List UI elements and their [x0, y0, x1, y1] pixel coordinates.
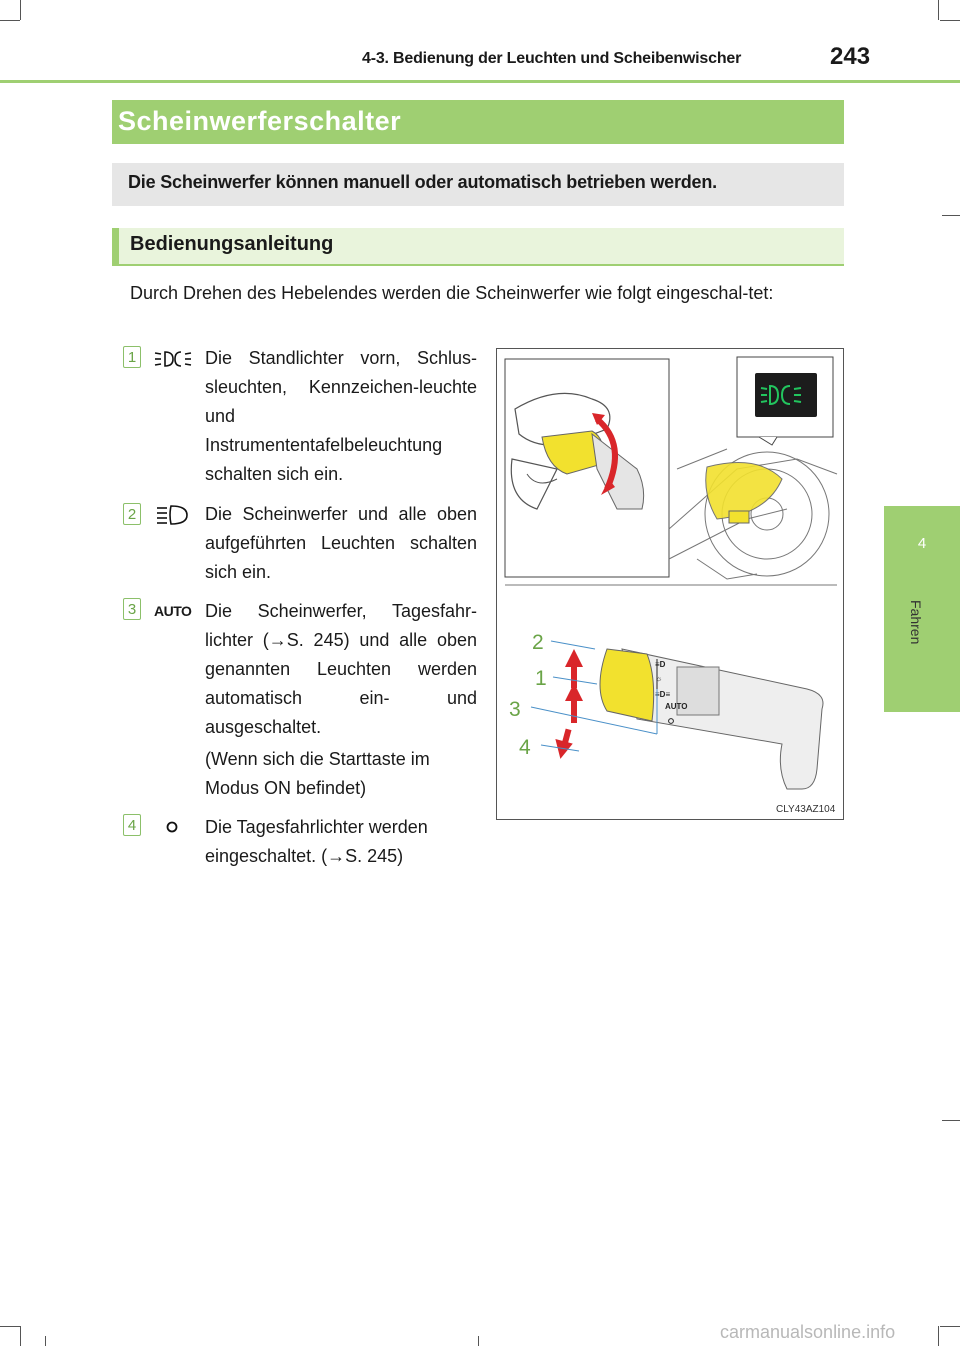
item-text: Die Scheinwerfer, Tagesfahr-lichter (→S. 245) und alle oben genannten Leuchten werden automatisch ein- und ausgeschaltet. [205, 601, 477, 737]
crop-mark [938, 0, 939, 20]
body-paragraph: Durch Drehen des Hebelendes werden die Scheinwerfer wie folgt eingeschal-tet: [130, 283, 774, 303]
crop-mark [938, 1326, 939, 1346]
section-title: Scheinwerferschalter [118, 106, 402, 136]
item-text: Die Scheinwerfer und alle oben aufgeführten Leuchten schalten sich ein. [205, 504, 477, 582]
svg-text:≡D: ≡D [655, 660, 666, 669]
parking-lights-icon [153, 348, 193, 370]
auto-icon: AUTO [154, 603, 192, 619]
subsection-accent [112, 228, 119, 266]
item-text: Die Standlichter vorn, Schlus-sleuchten, Kennzeichen-leuchte und Instrumententafelbeleuchtung schalten sich ein. [205, 348, 477, 484]
footer-watermark: carmanualsonline.info [720, 1322, 896, 1342]
chapter-label: Fahren [908, 600, 924, 645]
crop-mark [940, 20, 960, 21]
drl-icon [164, 818, 180, 834]
figure-callout: 4 [519, 736, 531, 759]
crop-mark [20, 0, 21, 20]
svg-text:≡D≡: ≡D≡ [655, 690, 671, 699]
headlight-icon [155, 503, 191, 527]
lever-auto-label: AUTO [665, 702, 688, 711]
header-rule [0, 80, 960, 83]
page-number: 243 [830, 43, 871, 70]
crop-mark [478, 1336, 479, 1346]
item-number: 2 [123, 503, 141, 525]
crop-mark [940, 1326, 960, 1327]
svg-text:☼: ☼ [655, 674, 663, 683]
crop-mark [20, 1326, 21, 1346]
figure-callout: 1 [535, 667, 547, 690]
item-number: 1 [123, 346, 141, 368]
item-number: 4 [123, 814, 141, 836]
crop-mark [942, 215, 960, 216]
intro-text: Die Scheinwerfer können manuell oder automatisch betrieben werden. [128, 172, 717, 192]
item-note: (Wenn sich die Starttaste im Modus ON befindet) [205, 749, 430, 798]
header-section-title: 4-3. Bedienung der Leuchten und Scheibenwischer [362, 50, 742, 67]
lever-illustration [497, 349, 843, 819]
crop-mark [0, 1326, 20, 1327]
figure-callout: 2 [532, 631, 544, 654]
headlight-switch-figure [496, 348, 844, 820]
figure-callout: 3 [509, 698, 521, 721]
subsection-title: Bedienungsanleitung [130, 233, 334, 255]
figure-code: CLY43AZ104 [776, 804, 836, 815]
chapter-number: 4 [917, 535, 927, 552]
crop-mark [0, 20, 20, 21]
crop-mark [942, 1120, 960, 1121]
crop-mark [45, 1336, 46, 1346]
item-text: Die Tagesfahrlichter werden eingeschaltet. (→S. 245) [205, 817, 428, 866]
item-number: 3 [123, 598, 141, 620]
